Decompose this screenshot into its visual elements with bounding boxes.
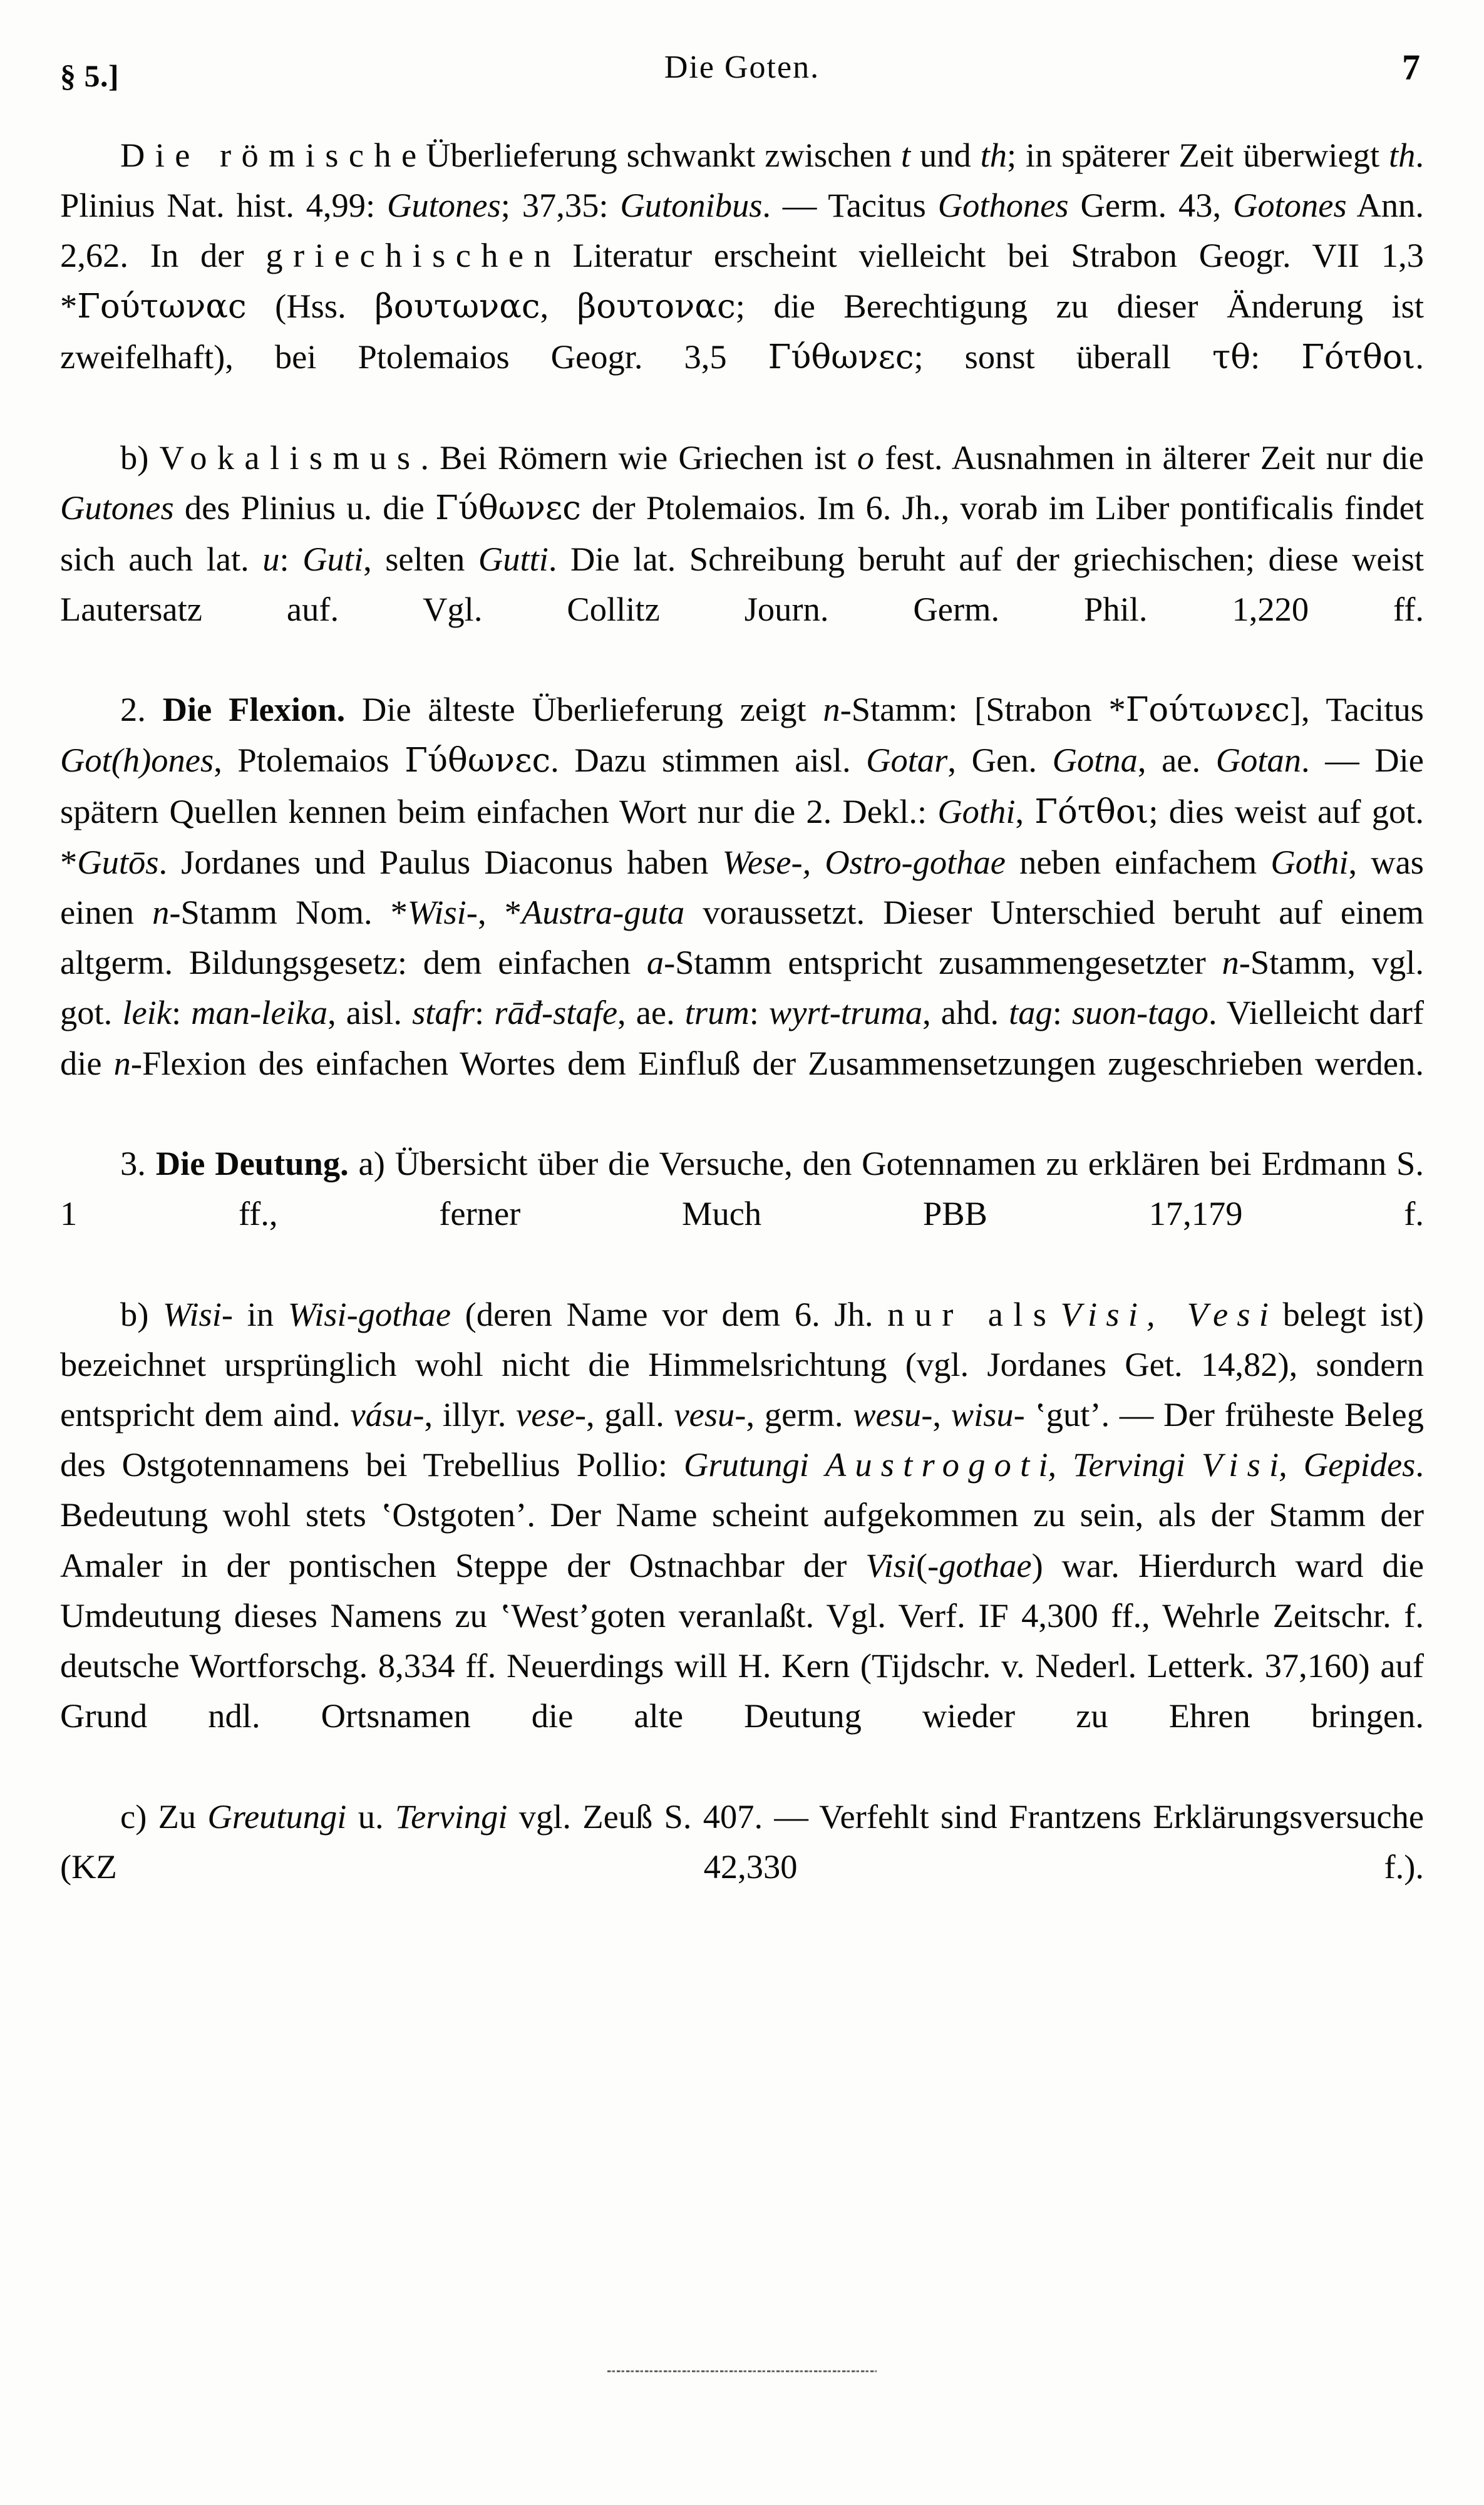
- italic-run: Gutones: [60, 488, 174, 527]
- italic-run: rāđ-stafe: [494, 993, 618, 1032]
- italic-run: Got(h)ones: [60, 741, 214, 780]
- italic-run: Gotones: [1233, 186, 1347, 225]
- text-run: , germ.: [746, 1395, 853, 1434]
- text-run: ʽgutʼ. — Der früheste Beleg des Ostgotennamens bei Trebellius Pollio:: [60, 1395, 1424, 1484]
- paragraph-flexion: [60, 684, 1424, 1139]
- italic-run: Gutonibus: [620, 186, 763, 225]
- italic-run: Greutungi: [207, 1797, 347, 1836]
- italic-run: , Tervingi: [1048, 1445, 1202, 1484]
- italic-run: -gothae: [927, 1546, 1032, 1584]
- text-run: (: [915, 1546, 928, 1584]
- running-head: [0, 49, 1484, 93]
- text-run: ,: [932, 1395, 951, 1434]
- italic-run: Tervingi: [394, 1797, 508, 1836]
- spaced-phrase: Die römische: [120, 136, 427, 174]
- italic-run: Guti: [302, 539, 364, 578]
- text-run: . Bedeutung wohl stets ʽOstgotenʼ. Der Name scheint aufgekommen zu sein, als der Stamm der Amaler in der pontischen Steppe der Ostnachbar der: [60, 1445, 1424, 1584]
- text-run: des Plinius u. die: [173, 488, 436, 527]
- text-run: :: [1052, 993, 1072, 1032]
- subsection-heading: Die Flexion.: [162, 690, 346, 729]
- paragraph-vokalismus: [60, 433, 1424, 684]
- italic-run: wesu-: [853, 1395, 933, 1434]
- italic-run: Gothones: [937, 186, 1069, 225]
- italic-run: suon-tago: [1072, 993, 1208, 1032]
- text-run: . Dazu stimmen aisl.: [550, 741, 867, 780]
- text-run: , ae.: [1137, 741, 1216, 780]
- text-run: neben einfachem: [1005, 842, 1271, 881]
- text-run: -Stamm: [Strabon *: [840, 690, 1126, 729]
- text-run: u.: [346, 1797, 395, 1836]
- italic-run: n: [113, 1043, 131, 1082]
- italic-run: Gotar: [866, 741, 948, 780]
- italic-run: th: [1388, 136, 1416, 174]
- italic-run: Gothi: [1270, 842, 1349, 881]
- italic-run: Visi: [865, 1546, 916, 1584]
- text-run: Bei Römern wie Griechen ist: [429, 438, 857, 477]
- list-label: 3.: [120, 1144, 146, 1183]
- greek-run: Γύθωνεϲ: [435, 489, 581, 528]
- italic-run: Wisi-: [407, 893, 478, 932]
- text-run: , ae.: [617, 993, 685, 1032]
- text-run: -Stamm, vgl. got.: [60, 943, 1424, 1032]
- page-number: 7: [1402, 47, 1420, 88]
- italic-run: stafr: [412, 993, 475, 1032]
- text-run: -Stamm entspricht zusammengesetzter: [664, 943, 1222, 982]
- footer-divider: [607, 2370, 877, 2372]
- text-run: fest. Ausnahmen in älterer Zeit nur die: [874, 438, 1424, 477]
- spaced-phrase: nur als: [887, 1294, 1057, 1333]
- text-run: -Stamm Nom. *: [169, 893, 408, 932]
- italic-run: n: [823, 690, 840, 729]
- text-run: :: [475, 993, 495, 1032]
- text-run: :: [171, 993, 192, 1032]
- text-run: . Die lat. Schreibung beruht auf der griechischen; diese weist Lautersatz auf. Vgl. Collitz Journ. Germ. Phil. 1,220 ff.: [60, 539, 1424, 628]
- text-run: :: [1250, 337, 1302, 376]
- italic-run: Gutones: [387, 186, 501, 225]
- spaced-italic-phrase: Visi: [1201, 1445, 1288, 1484]
- greek-run: βουτοναϲ: [577, 287, 736, 326]
- text-run: ; dies weist auf got. *: [60, 792, 1424, 881]
- text-run: :: [749, 993, 769, 1032]
- text-run: ) war. Hierdurch ward die Umdeutung dieses Namens zu ʽWestʼgoten veranlaßt. Vgl. Verf. IF 4,300 ff., Wehrle Zeitschr. f. deutsche Wortforschg. 8,334 ff. Neuerdings will H. Kern (Tijdschr. v. Nederl. Letterk. 37,160) auf Grund ndl. Ortsnamen die alte Deutung wieder zu Ehren bringen.: [60, 1546, 1425, 1735]
- italic-run: man-leika: [191, 993, 328, 1032]
- text-run: , *: [477, 893, 522, 932]
- list-label: b): [120, 1294, 163, 1333]
- text-run: , Ptolemaios: [214, 741, 405, 780]
- italic-run: Gotna: [1052, 741, 1138, 780]
- text-run: ; die Berechtigung zu dieser Änderung ist zweifelhaft), bei Ptolemaios Geogr. 3,5: [60, 286, 1424, 376]
- text-run: . Jordanes und Paulus Diaconus haben: [158, 842, 723, 881]
- italic-run: Gotan: [1215, 741, 1301, 780]
- italic-run: Wese-, Ostro-gothae: [722, 842, 1006, 881]
- italic-run: leik: [122, 993, 172, 1032]
- italic-run: trum: [684, 993, 750, 1032]
- text-run: . Vielleicht darf die: [60, 993, 1425, 1082]
- text-run: Literatur erscheint vielleicht bei Strabon Geogr. VII 1,3 *: [60, 236, 1424, 325]
- greek-run: τθ: [1212, 338, 1251, 376]
- subsection-heading: Vokalismus.: [159, 438, 440, 477]
- text-run: , gall.: [586, 1395, 674, 1434]
- text-run: . Plinius Nat. hist. 4,99:: [60, 136, 1424, 225]
- text-run: .: [1415, 337, 1424, 376]
- italic-run: Gutti: [478, 539, 549, 578]
- spaced-italic-phrase: Austrogoti: [825, 1445, 1057, 1484]
- greek-run: Γούτωνεϲ: [1125, 691, 1290, 730]
- text-run: ; 37,35:: [500, 186, 621, 225]
- italic-run: u: [262, 539, 280, 578]
- italic-run: , Gepides: [1279, 1445, 1416, 1484]
- text-run: voraussetzt. Dieser Unterschied beruht auf einem altgerm. Bildungsgesetz: dem einfachen: [60, 893, 1424, 982]
- section-marker: § 5.]: [60, 58, 120, 93]
- text-run: , aisl.: [327, 993, 413, 1032]
- greek-run: Γότθοι: [1301, 338, 1416, 376]
- text-run: . — Tacitus: [762, 186, 938, 225]
- greek-run: Γότθοι: [1034, 792, 1149, 831]
- italic-run: Gothi: [937, 792, 1016, 830]
- body-text: [60, 130, 1424, 1942]
- greek-run: Γύθωνεϲ: [404, 741, 551, 780]
- text-run: :: [279, 539, 303, 578]
- text-run: der Ptolemaios. Im 6. Jh., vorab im Liber pontificalis findet sich auch lat.: [60, 488, 1424, 578]
- text-run: Ann. 2,62. In der: [60, 186, 1424, 275]
- italic-run: vese-: [516, 1395, 586, 1434]
- italic-run: o: [857, 438, 875, 477]
- italic-run: th: [980, 136, 1007, 174]
- text-run: ,: [1015, 792, 1035, 830]
- italic-run: vesu-: [674, 1395, 746, 1434]
- paragraph-greutungi: [60, 1792, 1424, 1943]
- text-run: -Flexion des einfachen Wortes dem Einfluß der Zusammensetzungen zugeschrieben werden.: [130, 1043, 1424, 1082]
- subsection-heading: Die Deutung.: [155, 1144, 349, 1183]
- text-run: und: [910, 136, 981, 174]
- text-run: ], Tacitus: [1289, 690, 1424, 729]
- italic-run: Wisi-gothae: [287, 1294, 451, 1333]
- spaced-italic-phrase: Visi, Vesi: [1060, 1294, 1278, 1333]
- list-label: b): [120, 438, 149, 477]
- italic-run: t: [900, 136, 911, 174]
- italic-run: n: [152, 893, 170, 932]
- text-run: , illyr.: [424, 1395, 517, 1434]
- text-run: , was einen: [60, 842, 1424, 932]
- greek-run: Γούτωναϲ: [77, 287, 247, 326]
- text-run: , Gen.: [947, 741, 1053, 780]
- italic-run: wyrt-truma: [768, 993, 923, 1032]
- text-run: vgl. Zeuß S. 407. — Verfehlt sind Frantzens Erklärungsversuche (KZ 42,330 f.).: [60, 1797, 1425, 1886]
- list-label: c) Zu: [120, 1797, 208, 1836]
- italic-run: wisu-: [951, 1395, 1025, 1434]
- paragraph-deutung: [60, 1139, 1424, 1289]
- text-run: . — Die spätern Quellen kennen beim einfachen Wort nur die 2. Dekl.:: [60, 741, 1424, 830]
- text-run: Die älteste Überlieferung zeigt: [345, 690, 823, 729]
- italic-run: n: [1222, 943, 1239, 982]
- text-run: ,: [540, 286, 577, 325]
- italic-run: tag: [1009, 993, 1053, 1032]
- list-label: 2.: [120, 690, 146, 729]
- paragraph-wisi: [60, 1289, 1424, 1792]
- text-run: , selten: [363, 539, 478, 578]
- text-run: , ahd.: [922, 993, 1009, 1032]
- spaced-phrase: griechischen: [265, 236, 562, 275]
- text-run: ; sonst überall: [914, 337, 1213, 376]
- text-run: a) Übersicht über die Versuche, den Gotennamen zu erklären bei Erdmann S. 1 ff., ferner Much PBB 17,179 f.: [60, 1144, 1424, 1233]
- text-run: in: [233, 1294, 288, 1333]
- italic-run: Grutungi: [684, 1445, 825, 1484]
- page-title: Die Goten.: [664, 49, 820, 85]
- greek-run: Γύθωνεϲ: [768, 338, 914, 376]
- italic-run: Wisi-: [163, 1294, 234, 1333]
- italic-run: a: [646, 943, 664, 982]
- italic-run: Austra-guta: [521, 893, 685, 932]
- text-run: Überlieferung schwankt zwischen: [416, 136, 901, 174]
- greek-run: βουτωναϲ: [374, 287, 540, 326]
- text-run: (Hss.: [246, 286, 375, 325]
- text-run: [1046, 1295, 1061, 1333]
- text-run: (deren Name vor dem 6. Jh.: [451, 1294, 888, 1333]
- paragraph-roman-tradition: [60, 130, 1424, 433]
- text-run: Germ. 43,: [1068, 186, 1234, 225]
- text-run: ; in späterer Zeit überwiegt: [1006, 136, 1389, 174]
- italic-run: vásu-: [350, 1395, 425, 1434]
- text-run: belegt ist) bezeichnet ursprünglich wohl nicht die Himmelsrichtung (vgl. Jordanes Get. 14,82), sondern entspricht dem aind.: [60, 1294, 1424, 1434]
- italic-run: Gutōs: [77, 842, 159, 881]
